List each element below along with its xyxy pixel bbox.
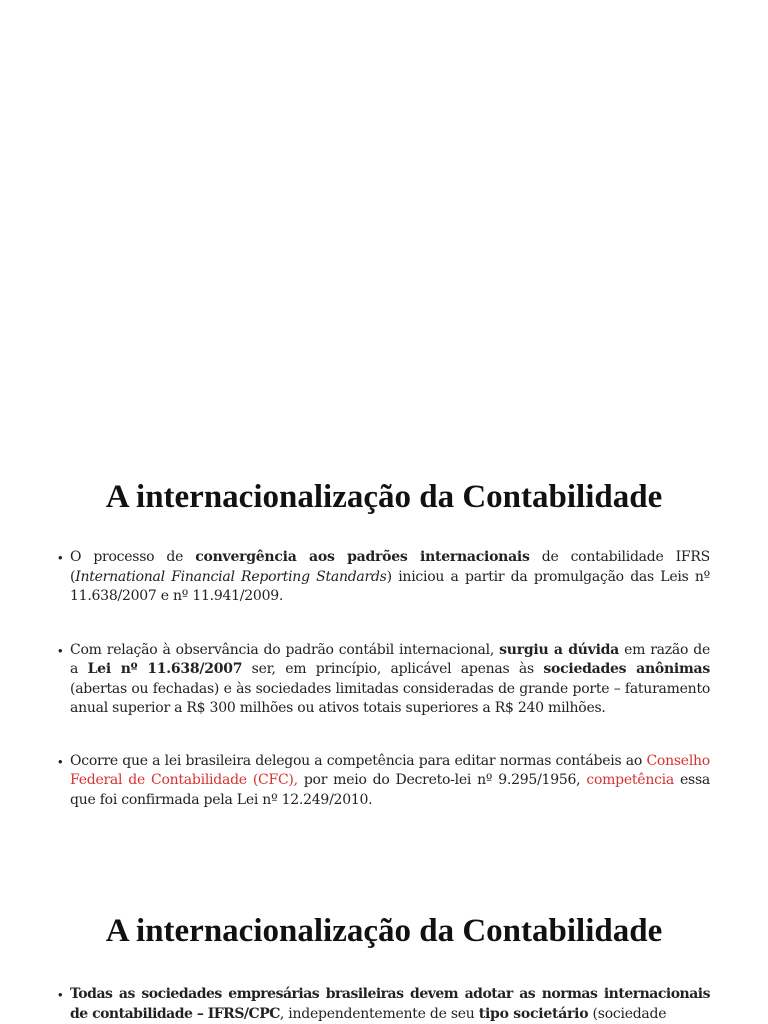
bullet-text: por meio do Decreto-lei nº 9.295/1956, <box>297 772 587 788</box>
bullet-bold-text: Lei nº 11.638/2007 <box>87 661 243 677</box>
bullet-list <box>70 985 710 1024</box>
bullet-convergence <box>70 548 710 607</box>
bullet-text: Com relação à observância do padrão contábil internacional, <box>70 641 500 658</box>
bullet-highlight-text: competência <box>586 772 675 788</box>
bullet-text: (sociedade <box>588 1005 667 1022</box>
bullet-italic-text: International Financial Reporting Standards <box>75 568 387 585</box>
bullet-bold-text: tipo societário <box>478 1005 589 1022</box>
bullet-text: ser, em princípio, aplicável apenas às <box>242 661 544 677</box>
bullet-text: (abertas ou fechadas) e às sociedades limitadas consideradas de grande porte – faturamento anual superior a R$ 300 milhões ou ativos totais superiores a R$ 240 milhões. <box>70 680 710 716</box>
slide-title: A internacionalização da Contabilidade <box>105 913 663 949</box>
bullet-bold-text: Todas as sociedades empresárias brasileiras devem adotar as normas internacionais de contabilidade – IFRS/CPC <box>70 986 710 1022</box>
bullet-text: , independentemente de seu <box>279 1005 479 1022</box>
slide-title: A internacionalização da Contabilidade <box>105 479 663 515</box>
bullet-doubt <box>70 641 710 719</box>
bullet-all-companies <box>70 985 710 1024</box>
bullet-text: em razão de a <box>70 641 710 677</box>
bullet-highlight-text: Conselho Federal de Contabilidade (CFC), <box>70 752 710 788</box>
bullet-bold-text: convergência aos padrões internacionais <box>195 549 530 565</box>
bullet-cfc <box>70 752 710 811</box>
bullet-list <box>70 548 710 810</box>
slide-2 <box>0 900 768 1024</box>
bullet-bold-text: sociedades anônimas <box>543 661 711 677</box>
bullet-text: essa que foi confirmada pela Lei nº 12.249/2010. <box>70 772 711 808</box>
bullet-text: de contabilidade IFRS ( <box>70 549 710 585</box>
bullet-text: ) iniciou a partir da promulgação das Leis nº 11.638/2007 e nº 11.941/2009. <box>70 568 711 604</box>
bullet-bold-text: surgiu a dúvida <box>499 641 619 658</box>
bullet-text: O processo de <box>70 549 196 565</box>
bullet-text: Ocorre que a lei brasileira delegou a competência para editar normas contábeis ao <box>70 752 647 769</box>
